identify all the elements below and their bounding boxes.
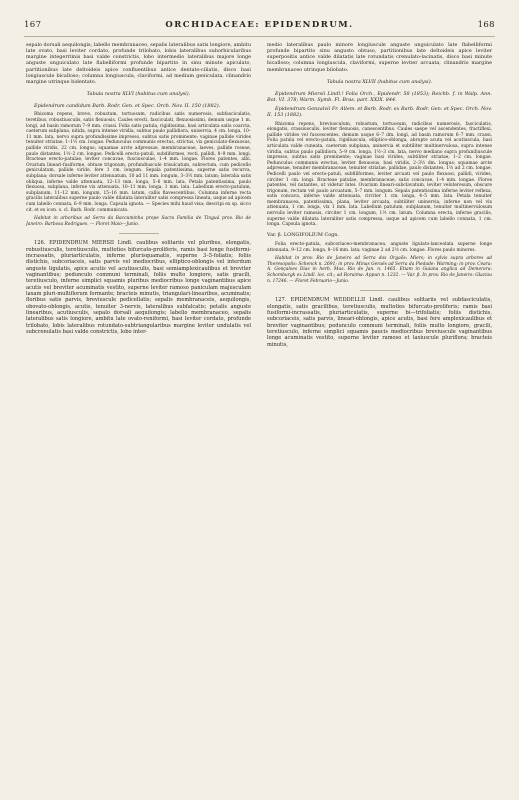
right-page-number: 168 — [477, 20, 495, 30]
variety-description: Folia erecto-patula, subcoriaceo-membranacea, anguste ligulato-lanceolata superne longe attenuata, 9–12 cm. longa, 8–16 mm. lata; vaginae 2 ad 2½ cm. longae. Flores paulo minores. — [267, 242, 492, 253]
plate-reference: Tabula nostra XLVII (habitus cum analysi). — [326, 78, 433, 85]
synonym-reference-2: Epidendrum Gonzalvii Fr. Allem. et Barb. Rodr. ex Barb. Rodr. Gen. et Spec. Orch. Nov. II. 153 (1882). — [267, 106, 492, 119]
variety-heading: Var. β. LONGIFOLIUM Cogn. — [267, 231, 340, 238]
synonym-reference: Epidendrum candidum Barb. Rodr. Gen. et Spec. Orch. Nov. II. 150 (1882). — [34, 103, 221, 110]
habitat-note: Habitat in prov. Rio de Janeiro ad Serra dos Orgaõs: Miers; in sylvis supra arbores ad Theresopolis: Schenck n. 2691; in prov. Minas Geraës ad Serra da Piedade: Warming; in prov. Ceara: A. Gonçalves Dias in herb. Mus. Rio de Jan. n. 1465. Etiam in Guiana anglica ad Demerara: Schomburgk ex Lindl. loc. cit.; ad Roraima: Appun n. 1232. — Var. β. In prov. Rio de Janeiro: Glaziou n. 17246. — Floret Februario—Junio. — [267, 256, 492, 284]
habitat-note: Habitat in arboribus ad Serra da Baccuminha prope Sacra Familia de Tinguá prov. Rio de Janeiro: Barbosa Rodrigues. — Floret Maio—Junio. — [26, 216, 251, 227]
species-description: Rhizoma repens, breviusculum, robustum, tortuosum, radicibus numerosis, fasciculatis, elongatis, crassiusculis, leviter flexuosis, canescentibus. Caules saepe vel ascendentes, fractiflexi, pallide virides vel fuscescentes, demum usque 6–7 dm. longi, ad basin ramorum 6–7 mm. crassi. Folia patula vel erecto-patula, rigidiuscula, elliptico-oblonga, abrupte acuta vel acutiuscula, basi articulata valde cuneata, caeterum subplana, uninervia et subtiliter multinervulosa, supra intense viridia, subtus paulo pallidiora, 5–9 cm. longa, 1½–3 cm. lata, nervo mediano supra profundiuscule impresso, subtus satis prominente; vaginae basi virides, subtiliter striatae, 1–2 cm. longae. Pedunculus communis erectus, leviter flexuosus, basi viridis, 2–3½ dm. longus; squamae arcte adpressae, tenuiter membranaceae, tenuiter striatae, pallidae, paulo distantes, 1½ ad 2 cm. longae. Pedicelli paulo vel erecto-patuli, subfiliformes, leviter arcuati vel paulo flexuosi, pallidi, virides, circiter 1 cm. longi. Bracteae patulae, membranaceae, satis concavae, 1–4 mm. longae. Flores patentes, vel nutantes, ut videtur lutei. Ovarium lineari-subclavatum, leviter veluteresum, obscure trigonum, rectum vel paulo arcuatum, 5–7 mm. longum. Sepala patentissima inferne leviter reflexa, satis concava, inferne valde attenuata, circiter 1 cm. longa, 4–5 mm. lata. Petala tenuiter membranacea, patentissima, plana, leviter arcuata, subtiliter uninervia, inferne non vel vix attenuata, 1 cm. longa, vix 1 mm. lata. Labellum patulum, subplanum, tenuiter multinervulosum nervulis leviter ramosis, circiter 1 cm. longum, 1½ cm. latum. Columna erecta, inferne gracilis, superne valde dilatata lateraliter satis compressa, usque ad apicem cum labello connata, 1 cm. longa. Capsula ignota. — [267, 121, 492, 228]
continuation-text: medio lateralibus paulo minore longiuscule anguste unguiculato late flabelliformi profunde bipartito sinu angusto obtuso, partitionibus late deltoideis apice leviter superpositis antice valde dilatatis late rotundatis crenulato-lacinatis, disco basi minute bicalloso; columna longiuscula, claviformi, superne leviter arcuata, clinandrio margine membranaceo utrinque bilobato. — [267, 42, 492, 73]
section-divider — [360, 290, 400, 291]
left-page-number: 167 — [24, 20, 42, 30]
species-entry-126: 126. EPIDENDRUM MIERSII Lindl. caulibus solitariis vel pluribus, elongatis, robustiusculis, teretiusculis, multoties bifurcato-proliferis, ramis basi longe fusiformi-incrassatis, pluriarticulatis, inferne plurisquamatis, superne 3–5-foliatis; foliis distichis, subcoriaceis, satis parvis vel mediocribus, elliptico-oblongis vel interdum anguste ligulatis, apice acutis vel acutiusculis, basi semiamplexicaulibus et breviter vaginantibus; pedunculo communi terminali, foliis multo longiore, satis gracili, teretiusculo, inferne simplici squamis pluribus mediocribus longe vaginantibus apice acutis vel breviter acuminatis vestito, superne leviter ramoso paniculam majusculam laxam pluri-multiflorum formante; bracteis minutis, triangulari-linearibus, acuminatis; floribus satis parvis, breviuscule pedicellatis; sepalis membranaceis, aequilongis, obovato-oblongis, acutis, tenuiter 3-nervis, lateralibus subfalcatis; petalis anguste linearibus, acutiusculis, sepalo dorsali aequilongis; labello membranaceo, sepalis lateralibus satis longiore, ambitu late ovato-reniformi, basi leviter cordato, profunde trilobato, lobis lateralibus rotundato-subtriangularibus margine leviter undulatis vel subcrenulatis basi valde constrictis, lobo inter- — [26, 240, 251, 336]
right-column — [267, 42, 492, 786]
species-entry-127: 127. EPIDENDRUM WEDDELLII Lindl. caulibus solitariis vel subfasciculatis, elongatis, satis gracilibus, teretiusculis, multoties bifurcato-proliferis; ramis basi fusiformi-incrassatis, pluriarticulatis, superne bi—trifoliatis; foliis distichis, subcoriaceis, satis parvis, lineari-oblongis, apice acutis, basi fere amplexicaulibus et breviter vaginantibus; pedunculo communi terminali, foliis multo longiore, gracili, teretiusculo, inferne simplici squamis paucis mediocribus breviuscule vaginantibus longe acuminatis vestito, superne leviter ramoso et laxiuscule pluriflora; bracteis minutis, — [267, 297, 492, 348]
left-column — [26, 42, 251, 786]
continuation-text: sepalo dorsali aequilongis; labello membranaceo, sepalis lateralibus satis longiore, ambitu late ovato, basi leviter cordato, profunde trilobato, lobis lateralibus suborbicularibus margine integerrimis basi valde constrictis, lobo intermedio lateralibus majore longe anguste unguiculato late flabelliformi profunde bipartito in sinu minute apiculato, partitionibus late deltoideis apice confluentibus antice dentato-ciliatis, disco basi longiuscule bicalloso; columna longiuscula, claviformi, ad medium geniculata, clinandrio margine utrinque bidentato. — [26, 42, 251, 85]
running-header — [24, 20, 495, 37]
running-title: ORCHIDACEAE: EPIDENDRUM. — [165, 20, 354, 30]
section-divider — [119, 233, 159, 234]
synonym-reference-1: Epidendrum Miersii Lindl.! Folia Orch., Epidendr. 58 (1853); Reichb. f. in Walp. Ann. Bot. VI. 378; Warm. Symb. Fl. Bras. part. XXIX. 844. — [267, 90, 492, 104]
species-description: Rhizoma repens, breve, robustum, tortuosum, radicibus satis numerosis, subfasciculatis, teretibus, robustiusculis, satis flexuosis. Caules erecti, fasciculati, flexuosissimi, demum usque 1 m. longi, ad basin ramorum 7–9 mm. crassi. Folia satis patula, rigidissima, basi articulata satis coarcta, caeterum subplana, nitida, supra intense viridia, subtus paulo pallidiora, uniservia, 4 cm. longa, 10–11 mm. lata, nervo supra profundissime impresso, subtus satis prominente; vaginae pallide virides tenuiter striatae, 1–1½ cm. longae. Pedunculus communis erectus, strictus, vix geniculato-flexuosus, pallide viridis, 22 cm. longus; squamae arcte adpressae, membranaceae, laeves, pallide roseae, paulo distantes, 1½–2 cm. longae. Pedicelli erecto-patuli, subdiformes, recti, pallidi, 8–9 mm. longi. Bracteae erecto-patulae, leviter concavae, fusciusculae, 1–4 mm. longae. Flores patentes, albi. Ovarium lineari-fusiforme, obtuse trigonum, profundiuscule trisulcatum, subrectum, cum pedicello geniculatum, pallide viride, fere 1 cm. longum. Sepala patentissima, superne satis recurva, subplana; dorsale inferne leviter attenuatum, 10 ad 11 mm. longum, 3–3½ mm. latum; lateralia satis obliqua, inferne valde attenuata, 12–13 mm. longa, 5–6 mm. lata. Petala patentissima, paulo flexuosa, subplana, inferne vix attenuata, 10–11 mm. longa, 1 mm. lata. Labellum erecto-patulum, subplanum, 11–12 mm. longum, 15–16 mm. latum, callis flavescentibus. Columna inferne recta gracilis lateralibus superne paulo valde dilatata lateraliter satis compressa lineata, usque ad apicem cum labello connata, 6–9 mm. longa. Capsula ignota. — Species mihi haud visa; descripi ex sp. sicco cit. et ex icon. s. cl. Barb. Rodr. communicato. — [26, 112, 251, 213]
plate-reference: Tabula nostra XLVI (habitus cum analysi). — [86, 91, 191, 98]
